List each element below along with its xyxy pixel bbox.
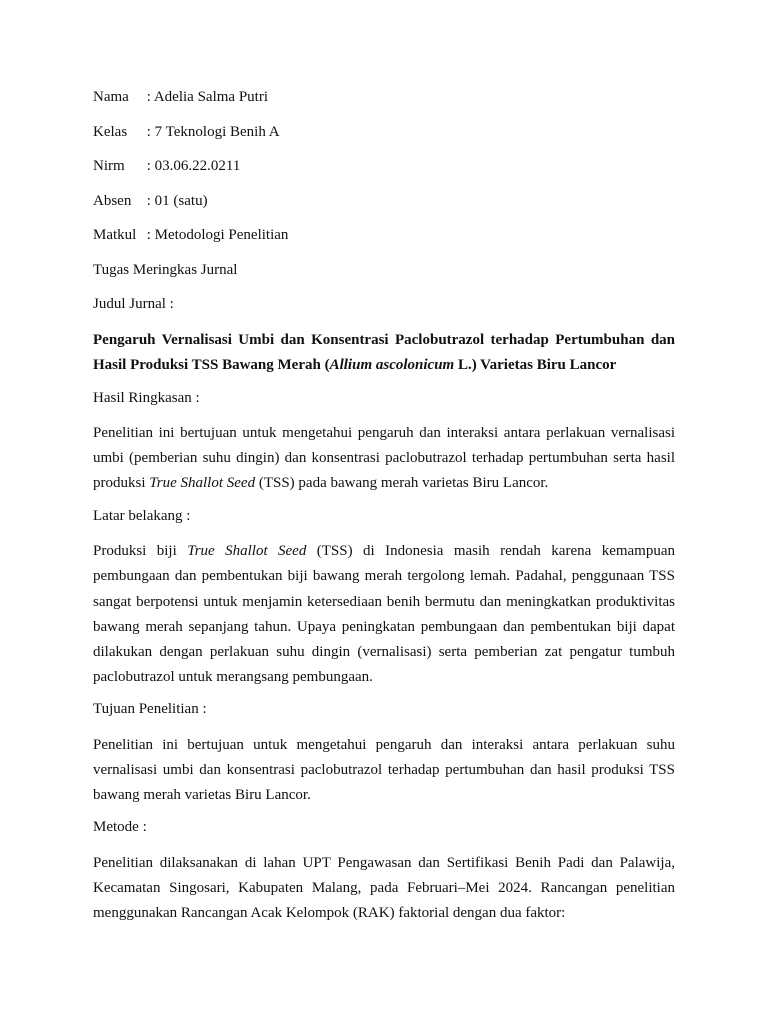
tujuan-paragraph: Penelitian ini bertujuan untuk mengetahui pengaruh dan interaksi antara perlakuan suhu vernalisasi umbi dan konsentrasi paclobutrazol terhadap pertumbuhan dan hasil produksi TSS bawang merah varietas Biru Lancor. [93, 736, 675, 804]
journal-title-part2: L.) Varietas Biru Lancor [454, 357, 617, 373]
field-matkul [93, 224, 675, 247]
journal-title-part1: Pengaruh Vernalisasi Umbi dan Konsentrasi Paclobutrazol terhadap Pertumbuhan dan Hasil Produksi TSS Bawang Merah ( [93, 331, 675, 373]
latar-heading: Latar belakang : [93, 507, 191, 524]
field-nama [93, 86, 675, 109]
metode-paragraph: Penelitian dilaksanakan di lahan UPT Pengawasan dan Sertifikasi Benih Padi dan Palawija, Kecamatan Singosari, Kabupaten Malang, pada Februari–Mei 2024. Rancangan penelitian menggunakan Rancangan Acak Kelompok (RAK) faktorial dengan dua faktor: [93, 854, 675, 922]
species-name: Allium ascolonicum [329, 357, 455, 373]
field-kelas [93, 121, 675, 144]
field-value: : 01 (satu) [146, 192, 208, 209]
metode-heading: Metode : [93, 819, 147, 836]
field-label: Nirm [93, 158, 125, 174]
document-body [93, 86, 675, 935]
field-label: Nama [93, 89, 129, 105]
journal-title [93, 328, 675, 379]
field-value: : Adelia Salma Putri [146, 89, 268, 105]
field-nirm [93, 155, 675, 178]
ringkasan-heading: Hasil Ringkasan : [93, 389, 200, 406]
assignment-title: Tugas Meringkas Jurnal [93, 261, 238, 278]
field-absen [93, 190, 675, 213]
ringkasan-italic: True Shallot Seed [149, 475, 256, 492]
field-value: : 03.06.22.0211 [146, 158, 241, 174]
field-label: Kelas [93, 123, 128, 140]
field-value: : Metodologi Penelitian [146, 227, 289, 243]
latar-paragraph [93, 539, 675, 690]
ringkasan-paragraph [93, 421, 675, 497]
field-label: Matkul [93, 227, 137, 243]
journal-title-label: Judul Jurnal : [93, 296, 174, 312]
latar-text-2: (TSS) di Indonesia masih rendah karena kemampuan pembungaan dan pembentukan biji bawang merah tergolong lemah. Padahal, penggunaan TSS sangat berpotensi untuk menjamin ketersediaan benih bermutu dan meningkatkan produktivitas bawang merah sepanjang tahun. Upaya peningkatan pembungaan dan pembentukan biji dapat dilakukan dengan perlakuan suhu dingin (vernalisasi) serta pemberian zat pengatur tumbuh paclobutrazol untuk merangsang pembungaan. [93, 543, 676, 686]
tujuan-heading: Tujuan Penelitian : [93, 701, 207, 718]
latar-italic: True Shallot Seed [187, 543, 307, 560]
field-label: Absen [93, 192, 132, 209]
latar-text-1: Produksi biji [93, 543, 188, 560]
ringkasan-text-2: (TSS) pada bawang merah varietas Biru Lancor. [255, 475, 549, 492]
ringkasan-text-1: Penelitian ini bertujuan untuk mengetahui pengaruh dan interaksi antara perlakuan vernalisasi umbi (pemberian suhu dingin) dan konsentrasi paclobutrazol terhadap pertumbuhan serta hasil produksi [93, 425, 675, 492]
field-value: : 7 Teknologi Benih A [146, 123, 280, 140]
